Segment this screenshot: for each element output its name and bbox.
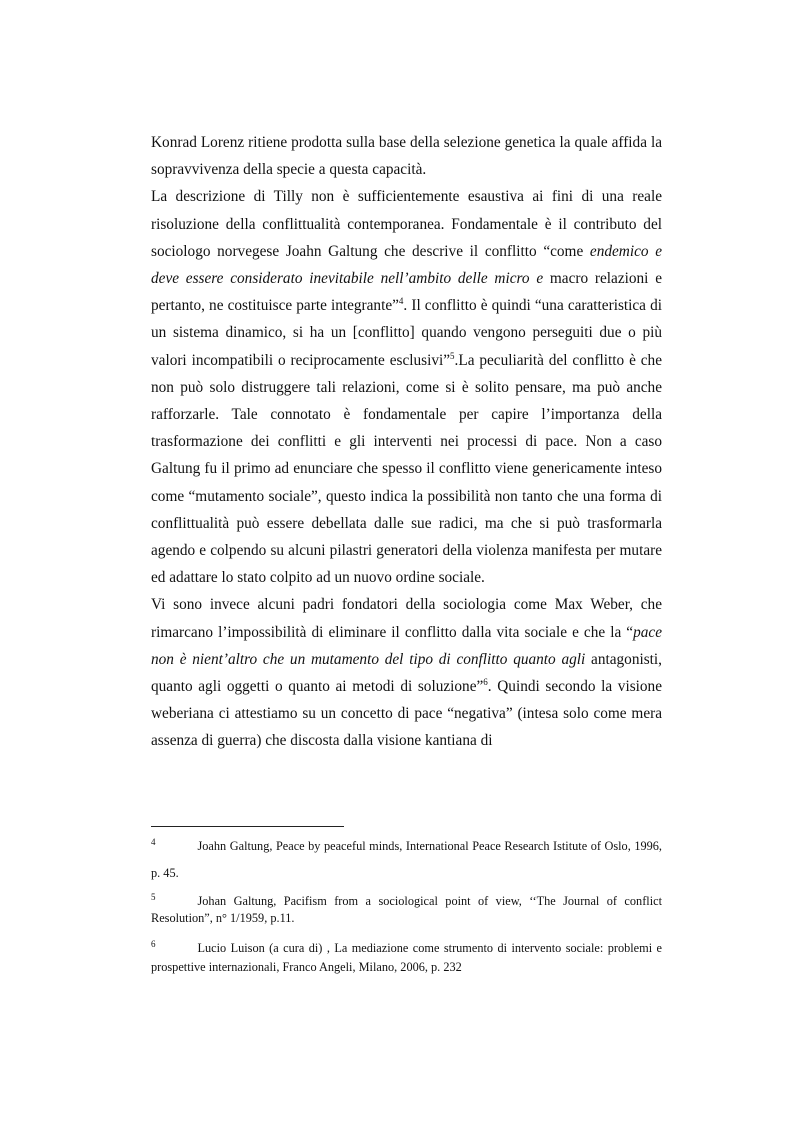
- footnote-text: Johan Galtung, Pacifism from a sociological point of view, ‘‘The Journal of conflict Resolution”, n° 1/1959, p.11.: [151, 894, 662, 925]
- footnote-number: 6: [151, 939, 156, 949]
- paragraph-2: La descrizione di Tilly non è sufficientemente esaustiva ai fini di una reale risoluzione della conflittualità contemporanea. Fondamentale è il contributo del sociologo norvegese Joahn Galtung che descrive il conflitto “come endemico e deve essere considerato inevitabile nell’ambito delle micro e macro relazioni e pertanto, ne costituisce parte integrante”$^4$. Il conflitto è quindi “una caratteristica di un sistema dinamico, si ha un [conflitto] quando vengono perseguiti due o più valori incompatibili o reciprocamente esclusivi”$^5$.La peculiarità del conflitto è che non può solo distruggere tali relazioni, come si è solito pensare, ma può anche rafforzarle. Tale connotato è fondamentale per capire l’importanza della trasformazione dei conflitti e gli interventi nei processi di pace. Non a caso Galtung fu il primo ad enunciare che spesso il conflitto viene genericamente inteso come “mutamento sociale”, questo indica la possibilità non tanto che una forma di conflittualità può essere debellata dalle sue radici, ma che si può trasformarla agendo e colpendo su alcuni pilastri generatori della violenza manifesta per mutare ed adattare lo stato colpito ad un nuovo ordine sociale.: [151, 188, 662, 587]
- footnote-4: [151, 833, 662, 886]
- body-text: [151, 129, 662, 755]
- footnote-text: Joahn Galtung, Peace by peaceful minds, International Peace Research Istitute of Oslo, 1996, p. 45.: [151, 839, 662, 880]
- quote-italic-weber: pace non è nient’altro che un mutamento del tipo di conflitto quanto agli: [151, 623, 662, 668]
- footnote-ref-6[interactable]: 6: [483, 676, 488, 687]
- footnote-5: [151, 893, 662, 926]
- footnote-text: Lucio Luison (a cura di) , La mediazione come strumento di intervento sociale: problemi e prospettive internazionali, Franco Angeli, Milano, 2006, p. 232: [151, 941, 662, 974]
- footnote-separator: [151, 826, 344, 827]
- footnote-6: [151, 939, 662, 976]
- footnote-ref-5[interactable]: 5: [450, 350, 455, 361]
- paragraph-3: Vi sono invece alcuni padri fondatori della sociologia come Max Weber, che rimarcano l’impossibilità di eliminare il conflitto dalla vita sociale e che la “pace non è nient’altro che un mutamento del tipo di conflitto quanto agli antagonisti, quanto agli oggetti o quanto ai metodi di soluzione”$^6$. Quindi secondo la visione weberiana ci attestiamo su un concetto di pace “negativa” (intesa solo come mera assenza di guerra) che discosta dalla visione kantiana di: [151, 596, 662, 750]
- quote-italic-galtung: endemico e deve essere considerato inevitabile nell’ambito delle micro e: [151, 242, 662, 288]
- footnote-number: 5: [151, 892, 156, 902]
- footnote-ref-4[interactable]: 4: [398, 296, 404, 307]
- paragraph-1: Konrad Lorenz ritiene prodotta sulla base della selezione genetica la quale affida la sopravvivenza della specie a questa capacità.: [151, 134, 662, 179]
- footnote-number: 4: [151, 837, 156, 847]
